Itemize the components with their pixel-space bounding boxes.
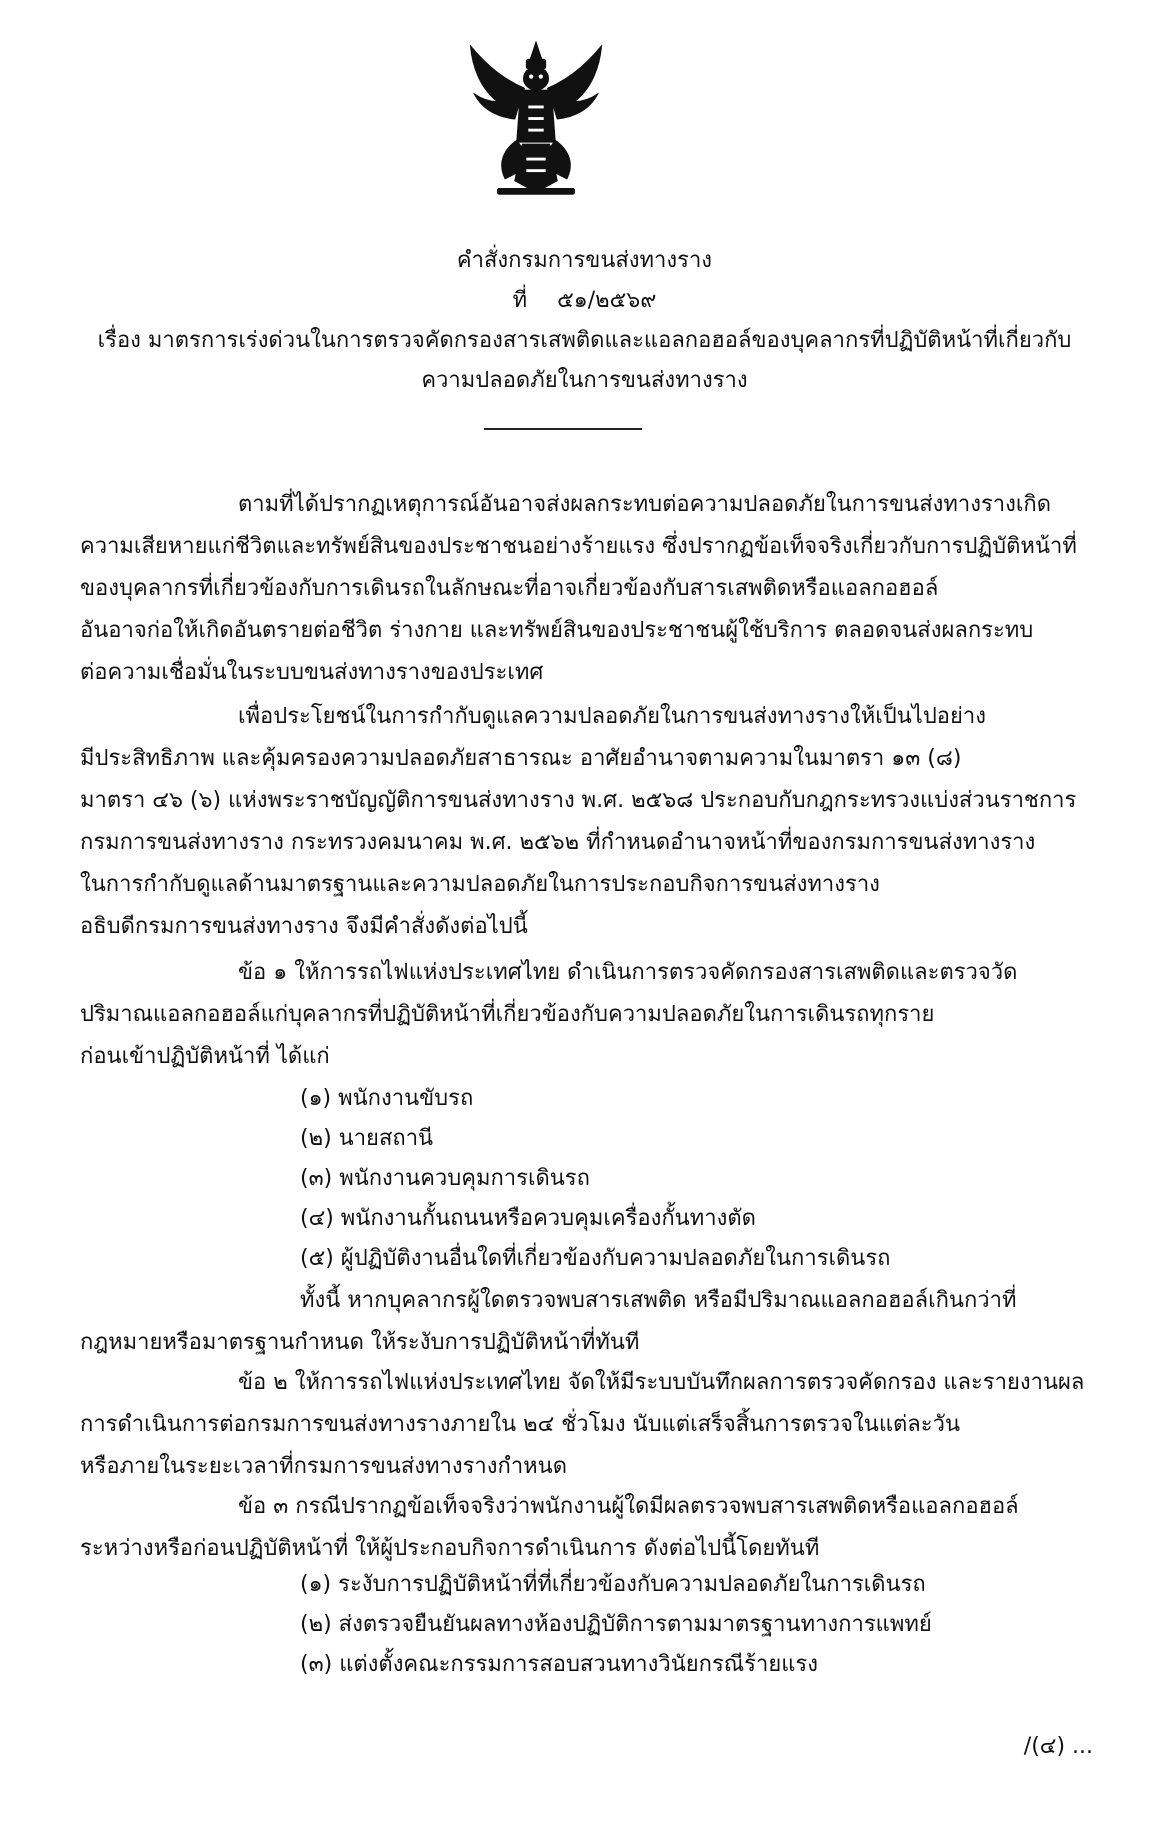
paragraph-line: ข้อ ๓ กรณีปรากฏข้อเท็จจริงว่าพนักงานผู้ใดมีผลตรวจพบสารเสพติดหรือแอลกอฮอล์ xyxy=(238,1494,1019,1519)
order-subject-line1: เรื่อง มาตรการเร่งด่วนในการตรวจคัดกรองสารเสพติดและแอลกอฮอล์ของบุคลากรที่ปฏิบัติหน้าที่เกี่ยวกับ xyxy=(97,328,1072,353)
paragraph-line: ตามที่ได้ปรากฏเหตุการณ์อันอาจส่งผลกระทบต่อความปลอดภัยในการขนส่งทางรางเกิด xyxy=(238,492,1052,517)
preamble-paragraph xyxy=(80,484,1092,694)
paragraph-line: ทั้งนี้ หากบุคลากรผู้ใดตรวจพบสารเสพติด หรือมีปริมาณแอลกอฮอล์เกินกว่าที่ xyxy=(300,1288,1017,1313)
clause-1-item: (๕) ผู้ปฏิบัติงานอื่นใดที่เกี่ยวข้องกับความปลอดภัยในการเดินรถ xyxy=(300,1246,891,1271)
clause-3-item: (๓) แต่งตั้งคณะกรรมการสอบสวนทางวินัยกรณีร้ายแรง xyxy=(300,1652,818,1677)
paragraph-line: ต่อความเชื่อมั่นในระบบขนส่งทางรางของประเทศ xyxy=(80,660,544,685)
clause-1 xyxy=(80,952,1092,1078)
paragraph-line: กฎหมายหรือมาตรฐานกำหนด ให้ระงับการปฏิบัติหน้าที่ทันที xyxy=(80,1330,640,1355)
clause-3-item: (๑) ระงับการปฏิบัติหน้าที่ที่เกี่ยวข้องกับความปลอดภัยในการเดินรถ xyxy=(300,1572,926,1597)
clause-2 xyxy=(80,1362,1092,1488)
clause-1-item: (๑) พนักงานขับรถ xyxy=(300,1086,474,1111)
clause-3-item: (๒) ส่งตรวจยืนยันผลทางห้องปฏิบัติการตามมาตรฐานทางการแพทย์ xyxy=(300,1612,932,1637)
order-title: คำสั่งกรมการขนส่งทางราง xyxy=(456,248,713,273)
paragraph-line: มีประสิทธิภาพ และคุ้มครองความปลอดภัยสาธารณะ อาศัยอำนาจตามความในมาตรา ๑๓ (๘) xyxy=(80,746,962,771)
clause-1-item: (๒) นายสถานี xyxy=(300,1126,434,1151)
clause-1-item: (๔) พนักงานกั้นถนนหรือควบคุมเครื่องกั้นทางตัด xyxy=(300,1206,756,1231)
order-number xyxy=(60,286,1109,316)
paragraph-line: ข้อ ๑ ให้การรถไฟแห่งประเทศไทย ดำเนินการตรวจคัดกรองสารเสพติดและตรวจวัด xyxy=(238,960,1018,985)
paragraph-line: ก่อนเข้าปฏิบัติหน้าที่ ได้แก่ xyxy=(80,1044,330,1069)
header-divider xyxy=(484,428,642,430)
order-number-label: ที่ xyxy=(512,288,528,313)
paragraph-line: หรือภายในระยะเวลาที่กรมการขนส่งทางรางกำหนด xyxy=(80,1454,567,1479)
paragraph-line: กรมการขนส่งทางราง กระทรวงคมนาคม พ.ศ. ๒๕๖๒ ที่กำหนดอำนาจหน้าที่ของกรมการขนส่งทางราง xyxy=(80,830,1036,855)
paragraph-line: ระหว่างหรือก่อนปฏิบัติหน้าที่ ให้ผู้ประกอบกิจการดำเนินการ ดังต่อไปนี้โดยทันที xyxy=(80,1536,820,1561)
paragraph-line: ของบุคลากรที่เกี่ยวข้องกับการเดินรถในลักษณะที่อาจเกี่ยวข้องกับสารเสพติดหรือแอลกอฮอล์ xyxy=(80,576,939,601)
paragraph-line: เพื่อประโยชน์ในการกำกับดูแลความปลอดภัยในการขนส่งทางรางให้เป็นไปอย่าง xyxy=(238,704,986,729)
paragraph-line: อันอาจก่อให้เกิดอันตรายต่อชีวิต ร่างกาย และทรัพย์สินของประชาชนผู้ใช้บริการ ตลอดจนส่งผลกระทบ xyxy=(80,618,1034,643)
paragraph-line: ความเสียหายแก่ชีวิตและทรัพย์สินของประชาชนอย่างร้ายแรง ซึ่งปรากฏข้อเท็จจริงเกี่ยวกับการปฏิบัติหน้าที่ xyxy=(80,534,1077,559)
continuation-marker: /(๔) ... xyxy=(1023,1734,1093,1759)
paragraph-line: อธิบดีกรมการขนส่งทางราง จึงมีคำสั่งดังต่อไปนี้ xyxy=(80,914,528,939)
paragraph-line: ข้อ ๒ ให้การรถไฟแห่งประเทศไทย จัดให้มีระบบบันทึกผลการตรวจคัดกรอง และรายงานผล xyxy=(238,1370,1085,1395)
order-number-value: ๕๑/๒๕๖๙ xyxy=(557,288,657,313)
garuda-emblem-icon xyxy=(458,38,614,202)
paragraph-line: มาตรา ๔๖ (๖) แห่งพระราชบัญญัติการขนส่งทางราง พ.ศ. ๒๕๖๘ ประกอบกับกฎกระทรวงแบ่งส่วนราชการ xyxy=(80,788,1077,813)
paragraph-line: ปริมาณแอลกอฮอล์แก่บุคลากรที่ปฏิบัติหน้าที่เกี่ยวข้องกับความปลอดภัยในการเดินรถทุกราย xyxy=(80,1002,935,1027)
clause-1-item: (๓) พนักงานควบคุมการเดินรถ xyxy=(300,1166,590,1191)
paragraph-line: ในการกำกับดูแลด้านมาตรฐานและความปลอดภัยในการประกอบกิจการขนส่งทางราง xyxy=(80,872,880,897)
clause-1-tail xyxy=(80,1280,1092,1364)
clause-3 xyxy=(80,1486,1092,1570)
authority-paragraph xyxy=(80,696,1092,948)
paragraph-line: การดำเนินการต่อกรมการขนส่งทางรางภายใน ๒๔ ชั่วโมง นับแต่เสร็จสิ้นการตรวจในแต่ละวัน xyxy=(80,1412,960,1437)
order-subject-line2: ความปลอดภัยในการขนส่งทางราง xyxy=(421,368,748,393)
